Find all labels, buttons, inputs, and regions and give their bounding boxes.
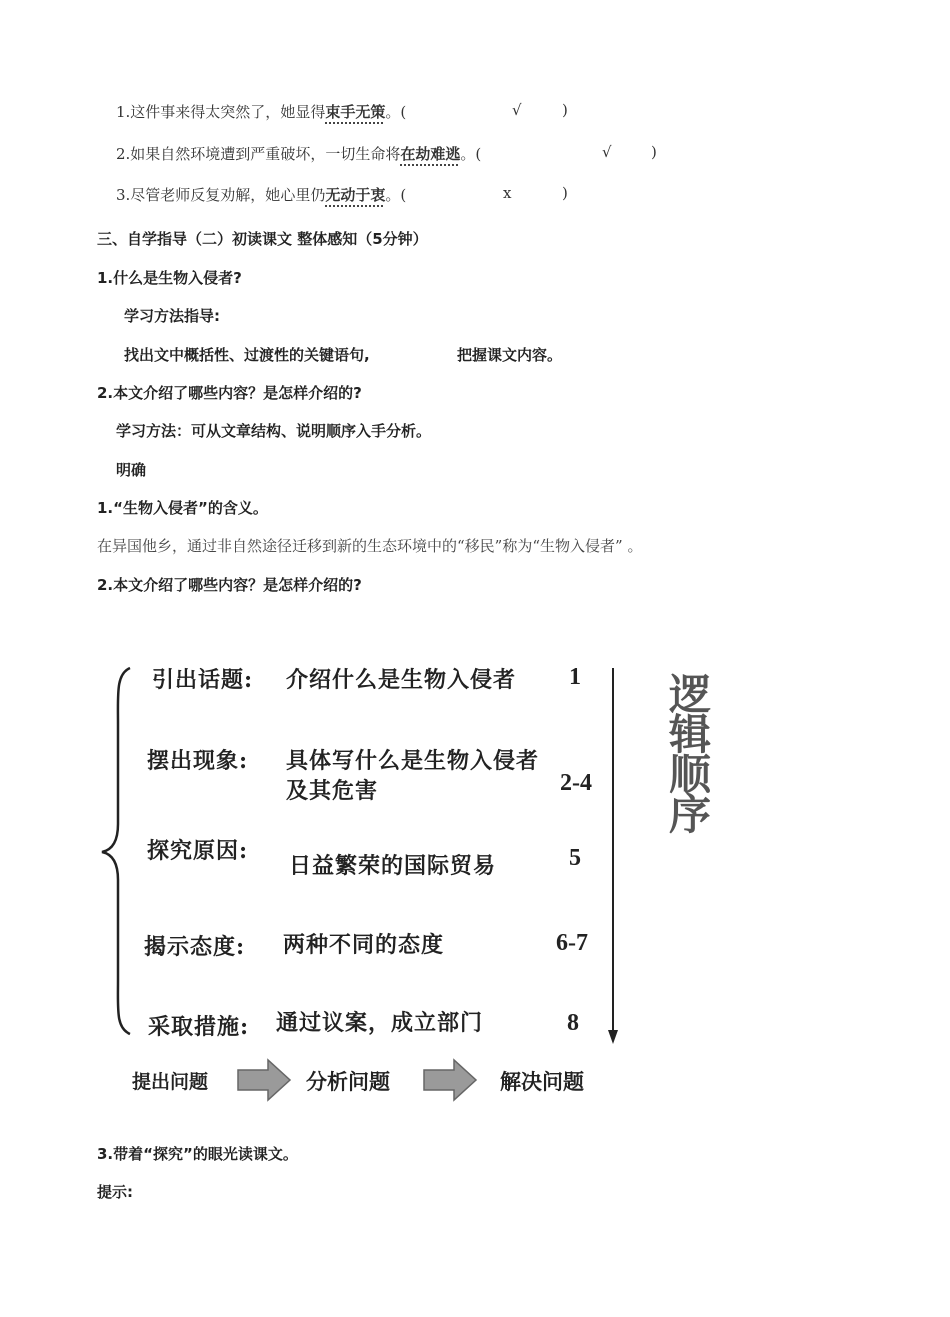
flow-step-3: 解决问题 xyxy=(500,1070,584,1094)
question-content-intro: 2.本文介绍了哪些内容？是怎样介绍的? xyxy=(97,384,362,402)
question-2-paren-open: 。( xyxy=(460,145,482,163)
method-guide-text-b: 把握课文内容。 xyxy=(457,346,563,364)
question-3-paren-open: 。( xyxy=(385,186,407,204)
question-2-phrase: 在劫难逃 xyxy=(400,145,461,163)
question-1-text: 1.这件事来得太突然了，她显得 xyxy=(116,103,326,121)
vertical-title: 逻辑顺序 xyxy=(663,672,712,832)
question-1 xyxy=(116,101,406,122)
row-1-label: 引出话题: xyxy=(152,667,254,693)
answer-1-text: 在异国他乡，通过非自然途径迁移到新的生态环境中的“移民”称为“生物入侵者” 。 xyxy=(97,537,643,555)
row-4-num: 6-7 xyxy=(556,930,588,956)
method-guide-title: 学习方法指导: xyxy=(124,307,220,325)
row-3-num: 5 xyxy=(569,845,581,871)
row-3-label: 探究原因: xyxy=(147,838,249,864)
question-2-paren-close: ) xyxy=(651,143,657,161)
question-1-phrase: 束手无策 xyxy=(325,103,386,121)
hint-label: 提示: xyxy=(97,1183,133,1201)
question-3-read: 3.带着“探究”的眼光读课文。 xyxy=(97,1145,298,1163)
question-3-paren-close: ) xyxy=(562,184,568,202)
answer-1-title: 1.“生物入侵者”的含义。 xyxy=(97,499,268,517)
section-3-title: 三、自学指导（二）初读课文 整体感知（5分钟） xyxy=(97,230,428,248)
question-1-paren-open: 。( xyxy=(385,103,407,121)
row-1-num: 1 xyxy=(569,664,581,690)
row-3-content: 日益繁荣的国际贸易 xyxy=(289,853,497,879)
question-3-mark: x xyxy=(503,184,512,202)
flow-arrow-1 xyxy=(236,1058,292,1102)
answer-2-title: 2.本文介绍了哪些内容？是怎样介绍的? xyxy=(97,576,362,594)
row-2-content: 具体写什么是生物入侵者 xyxy=(286,748,540,774)
question-1-paren-close: ) xyxy=(562,101,568,119)
question-3 xyxy=(116,184,406,205)
question-2-text: 2.如果自然环境遭到严重破坏，一切生命将 xyxy=(116,145,401,163)
row-5-num: 8 xyxy=(567,1010,579,1036)
study-method: 学习方法：可从文章结构、说明顺序入手分析。 xyxy=(116,422,432,440)
row-4-content: 两种不同的态度 xyxy=(283,932,445,958)
row-2-num: 2-4 xyxy=(560,770,592,796)
clarify-label: 明确 xyxy=(116,461,147,479)
question-3-phrase: 无动于衷 xyxy=(325,186,386,204)
row-2-label: 摆出现象: xyxy=(147,748,249,774)
row-4-label: 揭示态度: xyxy=(144,934,246,960)
down-arrow xyxy=(605,668,621,1046)
row-5-label: 采取措施: xyxy=(148,1014,250,1040)
row-5-content: 通过议案，成立部门 xyxy=(276,1010,484,1036)
question-3-text: 3.尽管老师反复劝解，她心里仍 xyxy=(116,186,326,204)
row-1-content: 介绍什么是生物入侵者 xyxy=(286,667,517,693)
method-guide-text-a: 找出文中概括性、过渡性的关键语句, xyxy=(124,346,370,364)
question-2 xyxy=(116,143,481,164)
flow-step-1: 提出问题 xyxy=(132,1071,209,1093)
row-2-content-line2: 及其危害 xyxy=(286,778,379,804)
question-2-mark: √ xyxy=(602,143,612,161)
question-1-mark: √ xyxy=(512,101,522,119)
flow-step-2: 分析问题 xyxy=(306,1070,390,1094)
flow-arrow-2 xyxy=(422,1058,478,1102)
structure-brace xyxy=(98,664,138,1038)
question-what-is-invader: 1.什么是生物入侵者? xyxy=(97,269,242,287)
